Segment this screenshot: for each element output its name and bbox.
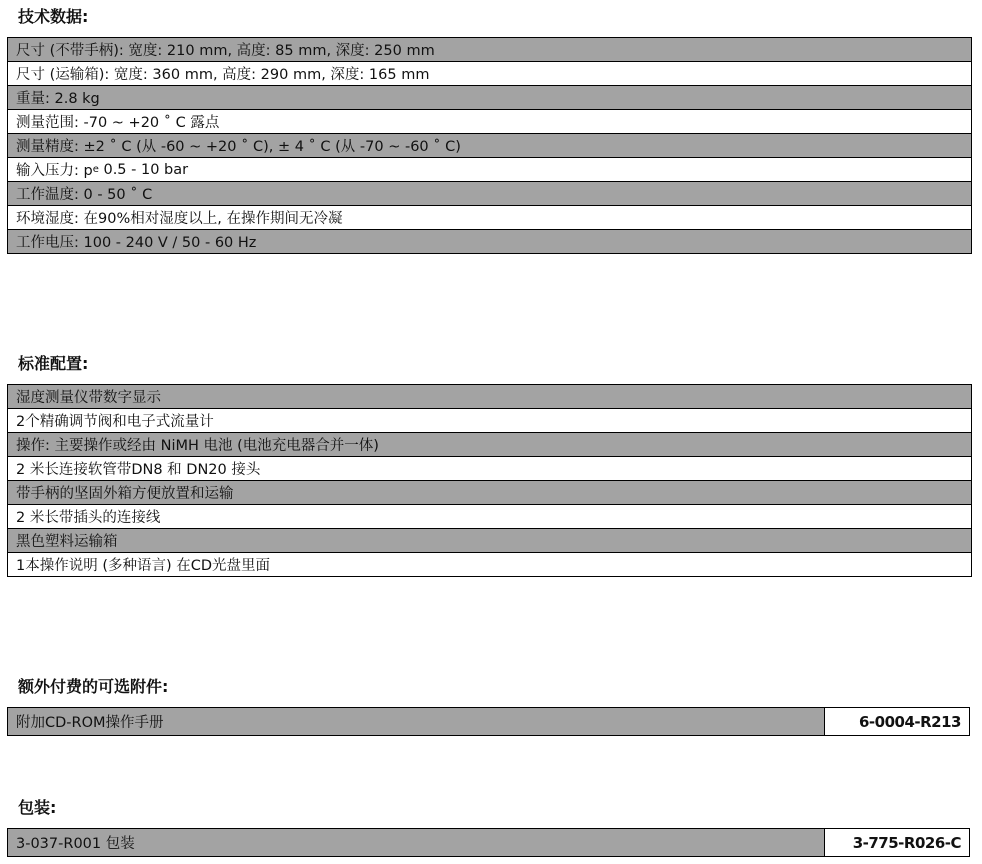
tech-row-pressure <box>8 158 971 182</box>
standard-row: 黑色塑料运输箱 <box>8 529 971 553</box>
standard-config-heading: 标准配置: <box>18 354 89 373</box>
packaging-label: 3-037-R001 包装 <box>8 829 824 856</box>
standard-row: 2个精确调节阀和电子式流量计 <box>8 409 971 433</box>
pressure-subscript: e <box>92 164 99 175</box>
standard-row: 操作: 主要操作或经由 NiMH 电池 (电池充电器合并一体) <box>8 433 971 457</box>
tech-row-accuracy: 测量精度: ±2 ˚ C (从 -60 ~ +20 ˚ C), ± 4 ˚ C (从 -70 ~ -60 ˚ C) <box>8 134 971 158</box>
optional-accessory-row <box>7 707 970 736</box>
pressure-value: 0.5 - 10 bar <box>98 161 189 178</box>
tech-data-table <box>7 37 972 254</box>
tech-row-weight: 重量: 2.8 kg <box>8 86 971 110</box>
optional-accessories-heading: 额外付费的可选附件: <box>18 677 169 696</box>
tech-row-operating-temp: 工作温度: 0 - 50 ˚ C <box>8 182 971 206</box>
packaging-code: 3-775-R026-C <box>824 829 969 856</box>
tech-data-heading: 技术数据: <box>18 7 89 26</box>
packaging-row <box>7 828 970 857</box>
tech-row-ambient-humidity: 环境湿度: 在90%相对湿度以上, 在操作期间无冷凝 <box>8 206 971 230</box>
tech-row-voltage: 工作电压: 100 - 240 V / 50 - 60 Hz <box>8 230 971 254</box>
standard-row: 1本操作说明 (多种语言) 在CD光盘里面 <box>8 553 971 577</box>
packaging-heading: 包装: <box>18 798 57 817</box>
tech-row-range: 测量范围: -70 ~ +20 ˚ C 露点 <box>8 110 971 134</box>
standard-row: 2 米长带插头的连接线 <box>8 505 971 529</box>
optional-accessory-label: 附加CD-ROM操作手册 <box>8 708 824 735</box>
standard-row: 湿度测量仪带数字显示 <box>8 385 971 409</box>
pressure-label: 输入压力: p <box>16 163 93 179</box>
optional-accessory-code: 6-0004-R213 <box>824 708 969 735</box>
tech-row-transport-dimensions: 尺寸 (运输箱): 宽度: 360 mm, 高度: 290 mm, 深度: 165 mm <box>8 62 971 86</box>
standard-config-table <box>7 384 972 577</box>
tech-row-dimensions: 尺寸 (不带手柄): 宽度: 210 mm, 高度: 85 mm, 深度: 250 mm <box>8 38 971 62</box>
standard-row: 2 米长连接软管带DN8 和 DN20 接头 <box>8 457 971 481</box>
standard-row: 带手柄的坚固外箱方便放置和运输 <box>8 481 971 505</box>
